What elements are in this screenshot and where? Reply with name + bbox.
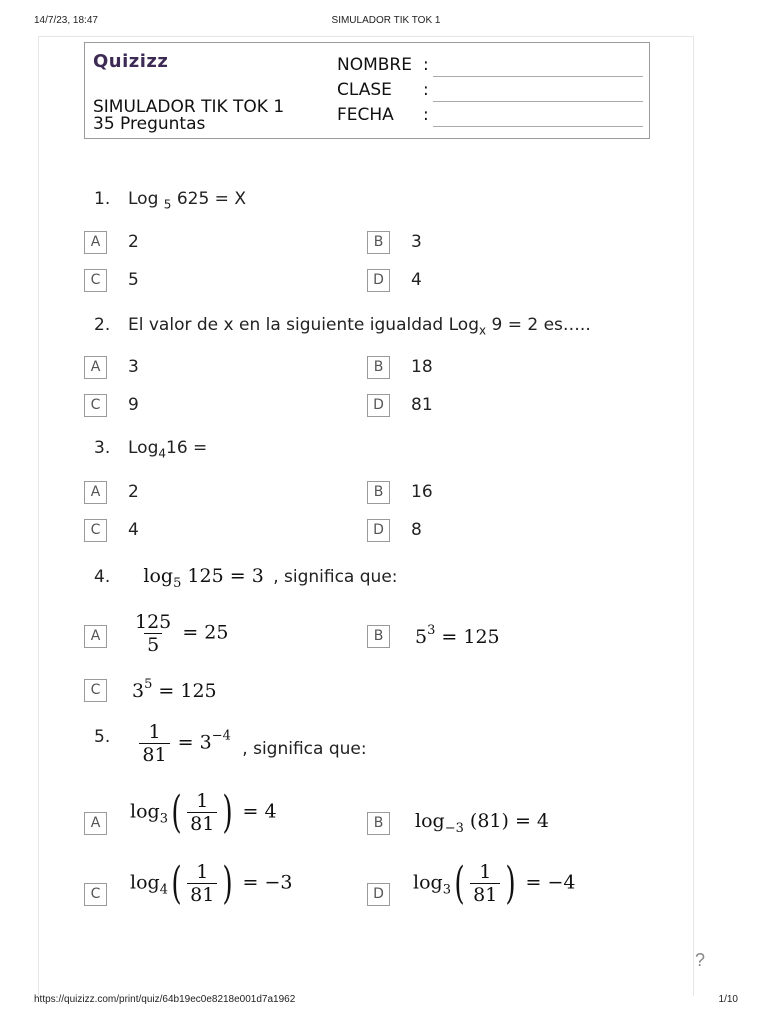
- option-value: 9: [128, 395, 139, 415]
- print-footer: [34, 994, 738, 1010]
- option-letter: D: [367, 269, 390, 292]
- question-number: 5.: [94, 727, 111, 747]
- student-fields: [337, 55, 643, 130]
- field-clase: [337, 80, 643, 105]
- option-letter: D: [367, 394, 390, 417]
- option-value: 3: [411, 232, 422, 252]
- option-value: 2: [128, 232, 139, 252]
- field-line: [433, 76, 643, 77]
- option-value: 18: [411, 357, 433, 377]
- quizizz-logo: Quizizz: [93, 51, 169, 72]
- question-mark-icon[interactable]: ?: [695, 950, 706, 970]
- option-letter: A: [84, 625, 107, 648]
- option-letter: A: [84, 231, 107, 254]
- field-label: CLASE: [337, 80, 392, 100]
- question-number: 1.: [94, 189, 111, 209]
- option-letter: C: [84, 679, 107, 702]
- print-datetime: 14/7/23, 18:47: [34, 15, 98, 26]
- option-math: $5^3 = 125$: [415, 623, 500, 648]
- field-label: FECHA: [337, 105, 394, 125]
- option-math: $\log_4$( $\frac{1}{81}$ ) = −3: [130, 857, 293, 909]
- option-value: 16: [411, 482, 433, 502]
- question-number: 3.: [94, 438, 111, 458]
- field-line: [433, 101, 643, 102]
- question-text: Log $_5$ 625 = X: [128, 189, 246, 212]
- option-value: 8: [411, 520, 422, 540]
- option-letter: B: [367, 356, 390, 379]
- question-text: El valor de x en la siguiente igualdad Log$_x$ 9 = 2 es…..: [128, 315, 591, 338]
- field-label: NOMBRE: [337, 55, 412, 75]
- question-math: $\frac{1}{81}$ = $3^{-4}$: [137, 721, 230, 766]
- option-math: $\log_{-3} (81) = 4$: [415, 810, 550, 836]
- question-4: [94, 565, 398, 591]
- option-value: 5: [128, 270, 139, 290]
- option-letter: C: [84, 883, 107, 906]
- field-nombre: [337, 55, 643, 80]
- option-letter: A: [84, 356, 107, 379]
- question-3: [94, 438, 207, 460]
- option-letter: B: [367, 625, 390, 648]
- print-title: SIMULADOR TIK TOK 1: [331, 15, 441, 26]
- option-value: 81: [411, 395, 433, 415]
- question-text: Log$_4$16 =: [128, 438, 208, 461]
- option-math: $3^5 = 125$: [132, 677, 217, 702]
- question-number: 2.: [94, 315, 111, 335]
- option-value: 4: [411, 270, 422, 290]
- option-letter: D: [367, 883, 390, 906]
- question-suffix: , significa que:: [273, 567, 398, 587]
- question-number: 4.: [94, 567, 111, 587]
- quiz-title: SIMULADOR TIK TOK 1: [93, 97, 285, 117]
- question-2: [94, 315, 591, 337]
- option-letter: C: [84, 269, 107, 292]
- field-colon: :: [423, 80, 429, 100]
- option-value: 3: [128, 357, 139, 377]
- option-value: 4: [128, 520, 139, 540]
- option-math: $\log_3$( $\frac{1}{81}$ ) = −4: [413, 857, 576, 909]
- option-math: $\log_3$( $\frac{1}{81}$ ) = 4: [130, 786, 277, 838]
- option-math: $\frac{125}{5}$ = 25: [135, 611, 229, 656]
- print-url: https://quizizz.com/print/quiz/64b19ec0e8218e001d7a1962: [34, 994, 296, 1005]
- option-letter: A: [84, 481, 107, 504]
- option-letter: C: [84, 394, 107, 417]
- field-fecha: [337, 105, 643, 130]
- option-letter: B: [367, 231, 390, 254]
- quiz-sheet: [38, 36, 694, 996]
- question-1: [94, 189, 246, 211]
- option-value: 2: [128, 482, 139, 502]
- quiz-header-box: [84, 42, 650, 139]
- option-letter: A: [84, 812, 107, 835]
- option-letter: B: [367, 812, 390, 835]
- question-math: $\log_5 125 = 3$: [143, 565, 264, 591]
- field-colon: :: [423, 55, 429, 75]
- option-letter: D: [367, 519, 390, 542]
- option-letter: C: [84, 519, 107, 542]
- page-number: 1/10: [718, 994, 738, 1005]
- field-colon: :: [423, 105, 429, 125]
- question-count: 35 Preguntas: [93, 114, 206, 134]
- question-5: [94, 721, 367, 766]
- option-letter: B: [367, 481, 390, 504]
- question-suffix: , significa que:: [242, 739, 367, 759]
- field-line: [433, 126, 643, 127]
- print-header: [34, 15, 738, 31]
